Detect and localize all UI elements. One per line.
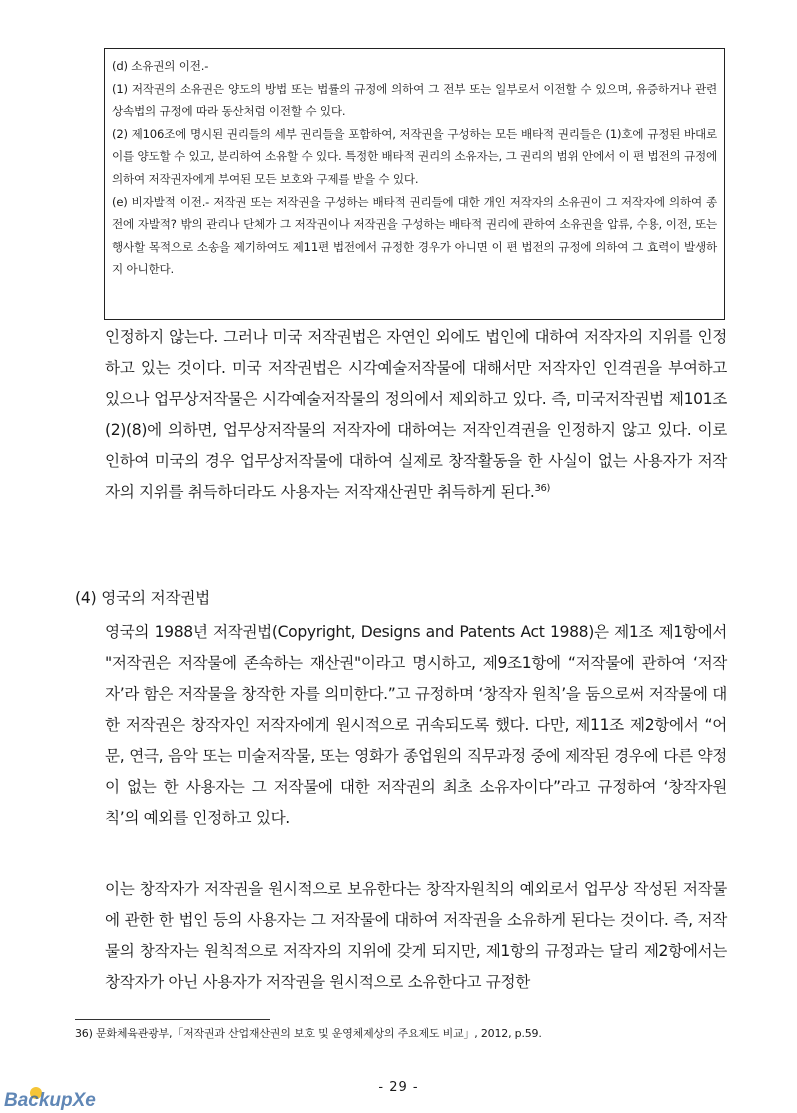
- excerpt-line-d: (d) 소유권의 이전.-: [112, 59, 209, 73]
- paragraph-uk-1: 영국의 1988년 저작권법(Copyright, Designs and Patents Act 1988)은 제1조 제1항에서 "저작권은 저작물에 존속하는 재산권"이라고 명시하고, 제9조1항에 “저작물에 관하여 ‘저작자’라 함은 저작물을 창작한 자를 의미한다.”고 규정하며 ‘창작자 원칙’을 둠으로써 저작물에 대한 저작권은 창작자인 저작자에게 원시적으로 귀속되도록 했다. 다만, 제11조 제2항에서 “어문, 연극, 음악 또는 미술저작물, 또는 영화가 종업원의 직무과정 중에 제작된 경우에 다른 약정이 없는 한 사용자는 그 저작물에 대한 저작권의 최초 소유자이다”라고 규정하여 ‘창작자원칙’의 예외를 인정하고 있다.: [105, 623, 727, 827]
- section-heading-uk: (4) 영국의 저작권법: [75, 589, 211, 607]
- paragraph-uk-2: 이는 창작자가 저작권을 원시적으로 보유한다는 창작자원칙의 예외로서 업무상 작성된 저작물에 관한 한 법인 등의 사용자는 그 저작물에 대하여 저작권을 소유하게 된다는 것이다. 즉, 저작물의 창작자는 원칙적으로 저작자의 지위에 갖게 되지만, 제1항의 규정과는 달리 제2항에서는 창작자가 아닌 사용자가 저작권을 원시적으로 소유한다고 규정한: [105, 880, 727, 991]
- watermark-text: BackupXe: [4, 1090, 96, 1111]
- boxed-law-excerpt: [104, 48, 725, 320]
- excerpt-line-2: (2) 제106조에 명시된 권리들의 세부 권리들을 포함하여, 저작권을 구성하는 모든 배타적 권리들은 (1)호에 규정된 바대로 이를 양도할 수 있고, 분리하여 소유할 수 있다. 특정한 배타적 권리의 소유자는, 그 권리의 범위 안에서 이 편 법전의 규정에 의하여 저작권자에게 부여된 모든 보호와 구제를 받을 수 있다.: [112, 126, 717, 186]
- excerpt-line-1: (1) 저작권의 소유권은 양도의 방법 또는 법률의 규정에 의하여 그 전부 또는 일부로서 이전할 수 있으며, 유증하거나 관련 상속법의 규정에 따라 동산처럼 이전할 수 있다.: [112, 81, 717, 119]
- excerpt-line-e: (e) 비자발적 이전.- 저작권 또는 저작권을 구성하는 배타적 권리들에 대한 개인 저작자의 소유권이 그 저작자에 의하여 종전에 자발적? 밖의 관리나 단체가 그 저작권이나 저작권을 구성하는 배타적 권리에 관하여 소유권을 압류, 수용, 이전, 또는 행사할 목적으로 소송을 제기하여도 제11편 법전에서 규정한 경우가 아니면 이 편 법전의 규정에 의하여 그 효력이 발생하지 아니한다.: [112, 194, 717, 277]
- paragraph-us-text: 인정하지 않는다. 그러나 미국 저작권법은 자연인 외에도 법인에 대하여 저작자의 지위를 인정하고 있는 것이다. 미국 저작권법은 시각예술저작물에 대해서만 저작자인 인격권을 부여하고 있으나 업무상저작물은 시각예술저작물의 정의에서 제외하고 있다. 즉, 미국저작권법 제101조 (2)(8)에 의하면, 업무상저작물의 저작자에 대하여는 저작인격권을 인정하지 않고 있다. 이로 인하여 미국의 경우 업무상저작물에 대하여 실제로 창작활동을 한 사실이 없는 사용자가 저작자의 지위를 취득하더라도 사용자는 저작재산권만 취득하게 된다.: [105, 328, 727, 501]
- footnote-ref-36: 36): [534, 482, 551, 494]
- page-number: - 29 -: [378, 1080, 419, 1095]
- footnote-36: 36) 문화체육관광부,「저작권과 산업재산권의 보호 및 운영체제상의 주요제도 비교」, 2012, p.59.: [75, 1027, 542, 1040]
- footnote-divider: [75, 1019, 270, 1020]
- paragraph-us-copyright: [105, 322, 727, 508]
- watermark: [2, 1084, 122, 1112]
- backupxe-logo-icon: [2, 1084, 122, 1112]
